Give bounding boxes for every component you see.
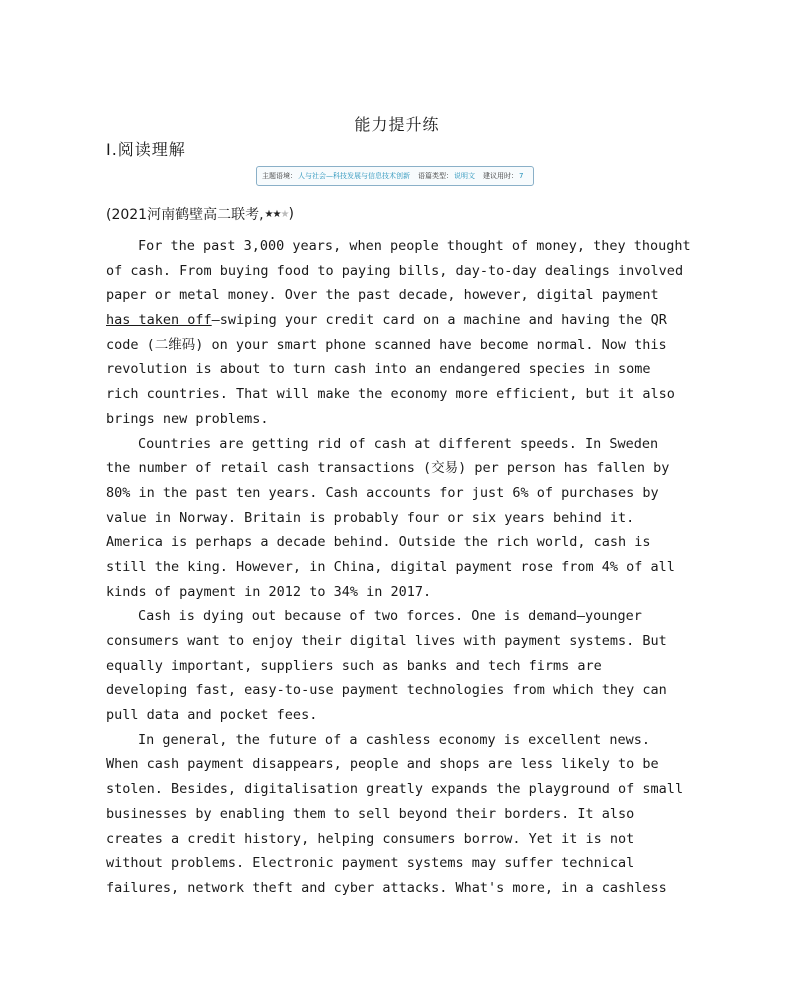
passage-line: creates a credit history, helping consumers borrow. Yet it is not: [106, 830, 635, 847]
time-value: 7: [519, 172, 524, 180]
passage-line: revolution is about to turn cash into an endangered species in some: [106, 361, 651, 378]
passage-line: rich countries. That will make the economy more efficient, but it also: [106, 386, 675, 403]
theme-value: 人与社会—科技发展与信息技术创新: [298, 172, 410, 180]
passage-line: For the past 3,000 years, when people thought of money, they thought: [138, 238, 691, 254]
passage-line: businesses by enabling them to sell beyond their borders. It also: [106, 805, 635, 822]
passage-line: the number of retail cash transactions (交易) per person has fallen by: [106, 460, 670, 477]
genre-value: 说明文: [454, 172, 475, 180]
page-title: 能力提升练: [354, 115, 440, 134]
passage-line: brings new problems.: [106, 410, 269, 427]
passage-line: paper or metal money. Over the past decade, however, digital payment: [106, 287, 659, 304]
passage-line: [106, 308, 692, 333]
passage-line: developing fast, easy-to-use payment technologies from which they can: [106, 682, 667, 699]
source-close: ): [288, 206, 294, 222]
genre-label: 语篇类型：: [418, 172, 453, 180]
passage-line: pull data and pocket fees.: [106, 707, 318, 724]
source-citation: [106, 204, 294, 224]
theme-label: 主题语境：: [262, 172, 297, 180]
passage-line: Countries are getting rid of cash at different speeds. In Sweden: [138, 435, 659, 452]
passage-line: kinds of payment in 2012 to 34% in 2017.: [106, 583, 432, 600]
passage-line-rest: —swiping your credit card on a machine and having the QR: [211, 312, 667, 329]
passage-line: In general, the future of a cashless economy is excellent news.: [138, 731, 651, 748]
passage-line: consumers want to enjoy their digital lives with payment systems. But: [106, 633, 667, 649]
passage-line: America is perhaps a decade behind. Outside the rich world, cash is: [106, 534, 651, 551]
passage-line: still the king. However, in China, digital payment rose from 4% of all: [106, 558, 675, 575]
passage-line: value in Norway. Britain is probably four or six years behind it.: [106, 509, 635, 526]
source-text: (2021河南鹤壁高二联考,: [106, 207, 264, 223]
passage-line: without problems. Electronic payment systems may suffer technical: [106, 855, 635, 872]
difficulty-stars: [265, 209, 289, 220]
reading-passage: [106, 234, 692, 901]
star-full-icon: ★: [264, 208, 273, 220]
passage-line: failures, network theft and cyber attacks. What's more, in a cashless: [106, 879, 667, 896]
passage-line: of cash. From buying food to paying bills, day-to-day dealings involved: [106, 262, 684, 279]
passage-line: When cash payment disappears, people and shops are less likely to be: [106, 756, 659, 773]
passage-line: stolen. Besides, digitalisation greatly expands the playground of small: [106, 781, 684, 798]
underlined-phrase: has taken off: [106, 312, 212, 329]
section-heading: Ⅰ.阅读理解: [106, 140, 186, 159]
time-label: 建议用时：: [483, 172, 518, 180]
passage-line: Cash is dying out because of two forces. One is demand—younger: [138, 608, 642, 625]
passage-line: equally important, suppliers such as banks and tech firms are: [106, 657, 602, 674]
passage-line: 80% in the past ten years. Cash accounts for just 6% of purchases by: [106, 484, 659, 501]
star-half-icon: ★: [280, 208, 289, 220]
passage-line: code (二维码) on your smart phone scanned have become normal. Now this: [106, 336, 667, 353]
star-full-icon: ★: [272, 208, 281, 220]
topic-info-bar: [256, 166, 534, 186]
